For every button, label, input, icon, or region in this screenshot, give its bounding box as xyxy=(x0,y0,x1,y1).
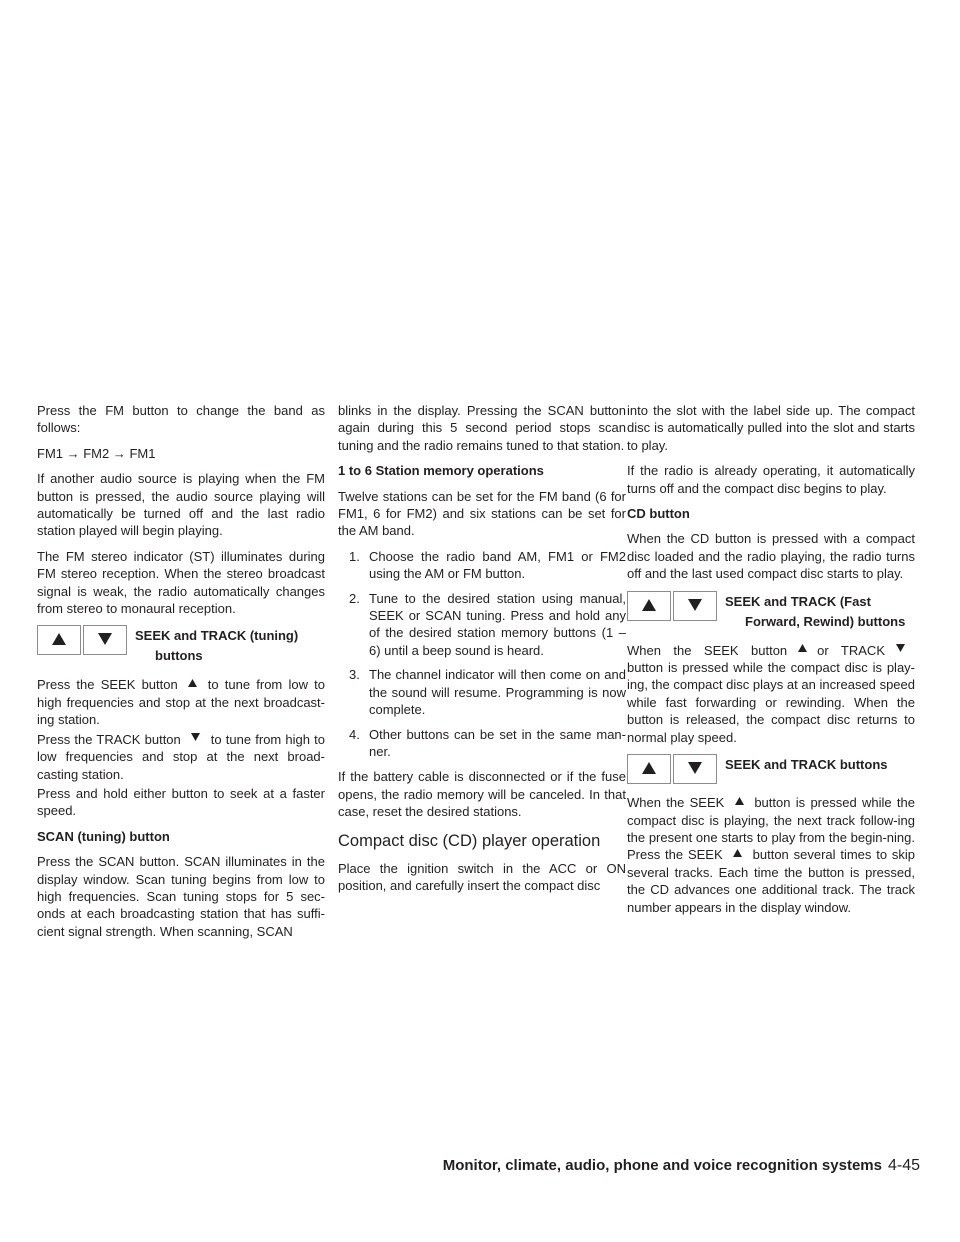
steps-list xyxy=(338,548,626,760)
text-run: button is pressed while the compact disc is playing, the next track follow-ing the present one starts to play from the begin-ning. Press the SEEK xyxy=(627,795,915,863)
heading-line-2: Forward, Rewind) buttons xyxy=(745,613,906,629)
paragraph: Press the SCAN button. SCAN illuminates in the display window. Scan tuning begins from low to high frequencies. Scan tuning stops for 5 sec-onds at each broadcasting station that has suffi-cient signal strength. When scanning, SCAN xyxy=(37,854,325,939)
down-triangle-icon xyxy=(688,599,702,611)
paragraph xyxy=(37,731,325,783)
section-heading: CD button xyxy=(627,506,690,522)
band-sequence: FM1 → FM2 → FM1 xyxy=(37,445,156,461)
track-button-graphic xyxy=(673,591,717,621)
seek-button-graphic xyxy=(627,591,671,621)
list-item: 1. Choose the radio band AM, FM1 or FM2 using the AM or FM button. xyxy=(349,548,626,582)
section-title: Monitor, climate, audio, phone and voice recognition systems xyxy=(442,1157,882,1174)
section-heading: 1 to 6 Station memory operations xyxy=(338,463,544,479)
seek-track-buttons-heading xyxy=(627,754,915,784)
paragraph: Place the ignition switch in the ACC or ON position, and carefully insert the compact disc xyxy=(338,860,626,894)
paragraph: blinks in the display. Pressing the SCAN button again during this 5 second period stops scan tuning and the radio remains tuned to that station. xyxy=(338,403,626,453)
text-run: to tune from low to high frequencies and stop at the next broadcast-ing station. xyxy=(37,677,325,728)
section-heading: SCAN (tuning) button xyxy=(37,828,170,844)
text-run: When the SEEK button xyxy=(627,642,788,658)
column-left xyxy=(37,402,325,948)
paragraph: Press the FM button to change the band as follows: xyxy=(37,403,325,436)
paragraph: If the radio is already operating, it automatically turns off and the compact disc begins to play. xyxy=(627,463,915,496)
paragraph xyxy=(627,642,915,746)
page-number: 4-45 xyxy=(887,1157,920,1174)
paragraph xyxy=(37,676,325,728)
down-triangle-icon xyxy=(98,633,112,645)
track-button-graphic xyxy=(673,754,717,784)
heading-line-1: SEEK and TRACK buttons xyxy=(725,757,888,773)
up-triangle-icon xyxy=(178,674,208,686)
down-triangle-icon xyxy=(885,639,915,651)
page-footer xyxy=(420,1157,920,1175)
list-item: 4. Other buttons can be set in the same man-ner. xyxy=(349,726,626,759)
column-right xyxy=(627,402,915,924)
up-triangle-icon xyxy=(642,762,656,774)
paragraph: Press and hold either button to seek at a faster speed. xyxy=(37,785,325,819)
text-run: Press the SEEK button xyxy=(37,677,178,693)
paragraph xyxy=(627,794,915,916)
text-run: Press the TRACK button xyxy=(37,731,181,747)
section-heading xyxy=(725,591,905,632)
text-run: to tune from high to low frequencies and stop at the next broad-casting station. xyxy=(37,731,326,782)
heading-line-2: buttons xyxy=(155,648,203,664)
up-triangle-icon xyxy=(724,792,754,804)
down-triangle-icon xyxy=(688,762,702,774)
up-triangle-icon xyxy=(52,633,66,645)
seek-track-button-graphic xyxy=(37,625,127,655)
paragraph: When the CD button is pressed with a compact disc loaded and the radio playing, the radio turns off and the last used compact disc starts to play. xyxy=(627,531,915,582)
column-middle xyxy=(338,402,626,903)
down-triangle-icon xyxy=(181,728,211,740)
up-triangle-icon xyxy=(787,639,817,651)
heading-line-1: SEEK and TRACK (Fast xyxy=(725,593,871,609)
seek-button-graphic xyxy=(627,754,671,784)
paragraph: into the slot with the label side up. The compact disc is automatically pulled into the slot and starts to play. xyxy=(627,403,915,453)
seek-track-ff-heading xyxy=(627,591,915,632)
text-run: button is pressed while the compact disc is play-ing, the compact disc plays at an increased speed while fast forwarding or rewinding. When the button is released, the compact disc returns to normal play speed. xyxy=(627,660,915,745)
seek-track-button-graphic xyxy=(627,754,717,784)
text-run: or TRACK xyxy=(817,642,885,658)
list-item: 3. The channel indicator will then come on and the sound will resume. Programming is now complete. xyxy=(349,667,626,718)
seek-track-button-graphic xyxy=(627,591,717,621)
paragraph: If another audio source is playing when the FM button is pressed, the audio source playing will automatically be turned off and the last radio station played will begin playing. xyxy=(37,471,325,539)
section-title: Compact disc (CD) player operation xyxy=(338,831,601,850)
section-heading xyxy=(725,754,888,775)
text-run: When the SEEK xyxy=(627,795,725,811)
heading-line-1: SEEK and TRACK (tuning) xyxy=(135,628,299,644)
track-button-graphic xyxy=(83,625,127,655)
text-run: button several times to skip several tracks. Each time the button is pressed, the CD advances one additional track. The track number appears in the display window. xyxy=(627,847,915,915)
list-item: 2. Tune to the desired station using manual, SEEK or SCAN tuning. Press and hold any of the desired station memory buttons (1 – 6) until a beep sound is heard. xyxy=(349,590,626,658)
seek-button-graphic xyxy=(37,625,81,655)
up-triangle-icon xyxy=(642,599,656,611)
paragraph: If the battery cable is disconnected or if the fuse opens, the radio memory will be canceled. In that case, reset the desired stations. xyxy=(338,769,626,820)
seek-track-tuning-heading xyxy=(37,625,325,666)
paragraph: Twelve stations can be set for the FM band (6 for FM1, 6 for FM2) and six stations can be set for the AM band. xyxy=(338,488,626,539)
paragraph: The FM stereo indicator (ST) illuminates during FM stereo reception. When the stereo broadcast signal is weak, the radio automatically changes from stereo to monaural reception. xyxy=(37,548,325,617)
up-triangle-icon xyxy=(723,844,753,856)
section-heading xyxy=(135,625,298,666)
